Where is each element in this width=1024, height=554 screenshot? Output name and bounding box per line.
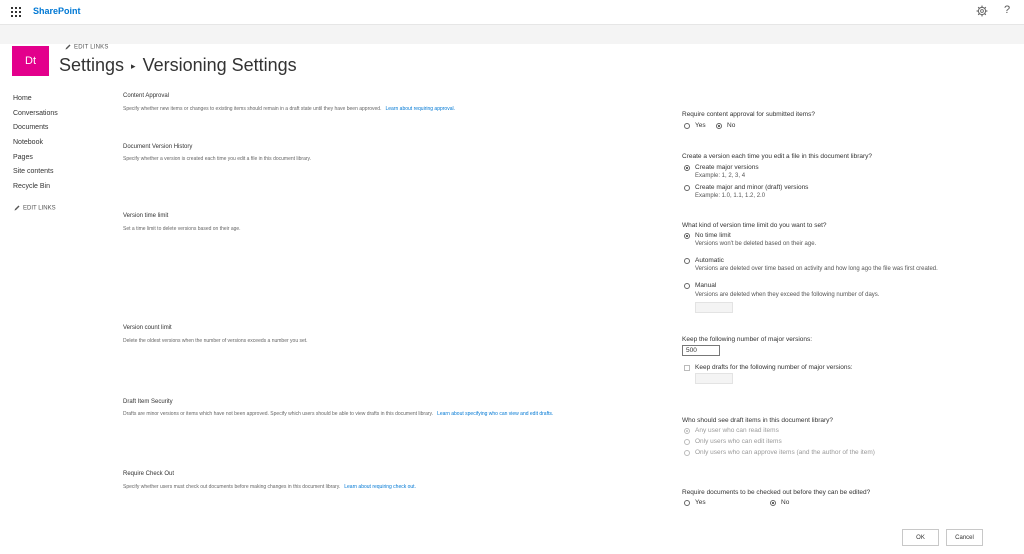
keep-drafts-label: Keep drafts for the following number of major versions:: [695, 364, 853, 371]
section-desc-version-history: Specify whether a version is created each time you edit a file in this document library.: [123, 156, 312, 162]
gear-icon[interactable]: [976, 5, 988, 17]
question-time-limit: What kind of version time limit do you want to set?: [682, 222, 827, 229]
section-desc-draft-security: [123, 411, 553, 417]
major-versions-label: Create major versions: [695, 164, 759, 171]
approval-yes-radio[interactable]: [684, 123, 690, 129]
manual-days-input[interactable]: [695, 302, 733, 313]
approvers-only-radio[interactable]: [684, 450, 690, 456]
section-desc-time-limit: Set a time limit to delete versions based on their age.: [123, 226, 241, 232]
learn-approval-link[interactable]: Learn about requiring approval.: [385, 106, 455, 112]
left-nav: [13, 94, 93, 197]
approval-no-label: No: [727, 122, 736, 129]
automatic-label: Automatic: [695, 257, 724, 264]
question-content-approval: Require content approval for submitted items?: [682, 111, 815, 118]
question-major-versions: Keep the following number of major versions:: [682, 336, 813, 343]
keep-drafts-checkbox[interactable]: [684, 365, 690, 371]
any-reader-label: Any user who can read items: [695, 427, 779, 434]
edit-links-top-label: EDIT LINKS: [74, 44, 109, 51]
app-launcher-icon[interactable]: [11, 7, 21, 17]
breadcrumb-current: Versioning Settings: [142, 55, 297, 75]
editors-only-label: Only users who can edit items: [695, 438, 782, 445]
approvers-only-label: Only users who can approve items (and the author of the item): [695, 449, 875, 456]
section-desc-content-approval: [123, 106, 455, 112]
desc-text: Specify whether new items or changes to existing items should remain in a draft state until they have been approved.: [123, 106, 382, 112]
edit-links-nav[interactable]: [14, 205, 56, 212]
checkout-yes-label: Yes: [695, 499, 706, 506]
minor-versions-radio[interactable]: [684, 185, 690, 191]
no-time-limit-radio[interactable]: [684, 233, 690, 239]
cancel-button[interactable]: Cancel: [946, 529, 983, 546]
section-title-count-limit: Version count limit: [123, 325, 172, 331]
nav-item-home[interactable]: Home: [13, 95, 32, 102]
question-version-history: Create a version each time you edit a file in this document library?: [682, 153, 873, 160]
automatic-desc: Versions are deleted over time based on activity and how long ago the file was first created.: [695, 266, 938, 272]
learn-drafts-link[interactable]: Learn about specifying who can view and edit drafts.: [437, 411, 554, 417]
nav-item-documents[interactable]: Documents: [13, 124, 49, 132]
page-title: [59, 55, 297, 76]
approval-yes-label: Yes: [695, 122, 706, 129]
section-desc-count-limit: Delete the oldest versions when the number of versions exceeds a number you set.: [123, 338, 308, 344]
keep-drafts-input[interactable]: [695, 373, 733, 384]
automatic-radio[interactable]: [684, 258, 690, 264]
checkout-no-radio[interactable]: [770, 500, 776, 506]
nav-item-notebook[interactable]: Notebook: [13, 139, 43, 147]
checkout-no-label: No: [781, 499, 790, 506]
suite-bar: [0, 0, 1024, 25]
nav-item-site-contents[interactable]: Site contents: [13, 168, 54, 176]
minor-versions-example: Example: 1.0, 1.1, 1.2, 2.0: [695, 193, 766, 199]
major-versions-example: Example: 1, 2, 3, 4: [695, 173, 746, 179]
section-title-version-history: Document Version History: [123, 144, 193, 150]
section-title-content-approval: Content Approval: [123, 93, 170, 99]
edit-links-top[interactable]: [65, 44, 109, 51]
edit-links-nav-label: EDIT LINKS: [23, 205, 56, 212]
no-time-limit-desc: Versions won't be deleted based on their age.: [695, 241, 817, 247]
nav-item-recycle-bin[interactable]: Recycle Bin: [13, 183, 50, 191]
section-title-check-out: Require Check Out: [123, 471, 175, 477]
command-bar: [0, 25, 1024, 44]
ok-button[interactable]: OK: [902, 529, 939, 546]
question-draft-security: Who should see draft items in this document library?: [682, 417, 834, 424]
suite-brand-link[interactable]: SharePoint: [33, 6, 81, 16]
section-title-time-limit: Version time limit: [123, 213, 169, 219]
manual-radio[interactable]: [684, 283, 690, 289]
question-check-out: Require documents to be checked out before they can be edited?: [682, 489, 871, 496]
manual-desc: Versions are deleted when they exceed the following number of days.: [695, 292, 880, 298]
major-versions-radio[interactable]: [684, 165, 690, 171]
pencil-icon: [65, 44, 71, 50]
minor-versions-label: Create major and minor (draft) versions: [695, 184, 809, 191]
help-icon[interactable]: ?: [1004, 4, 1011, 16]
breadcrumb-settings[interactable]: Settings: [59, 55, 125, 75]
editors-only-radio[interactable]: [684, 439, 690, 445]
site-logo[interactable]: Dt: [12, 46, 49, 76]
approval-no-radio[interactable]: [716, 123, 722, 129]
checkout-yes-radio[interactable]: [684, 500, 690, 506]
section-title-draft-security: Draft Item Security: [123, 399, 173, 405]
nav-item-pages[interactable]: Pages: [13, 153, 33, 161]
no-time-limit-label: No time limit: [695, 232, 731, 239]
desc-text: Specify whether users must check out documents before making changes in this document library.: [123, 484, 341, 490]
nav-item-conversations[interactable]: Conversations: [13, 109, 58, 117]
breadcrumb-separator: ▸: [131, 60, 136, 71]
any-reader-radio[interactable]: [684, 428, 690, 434]
section-desc-check-out: [123, 484, 416, 490]
manual-label: Manual: [695, 282, 717, 289]
learn-checkout-link[interactable]: Learn about requiring check out.: [344, 484, 416, 490]
pencil-icon: [14, 205, 20, 211]
desc-text: Drafts are minor versions or items which have not been approved. Specify which users should be able to view drafts in this document library.: [123, 411, 434, 417]
major-versions-input[interactable]: 500: [682, 345, 720, 356]
